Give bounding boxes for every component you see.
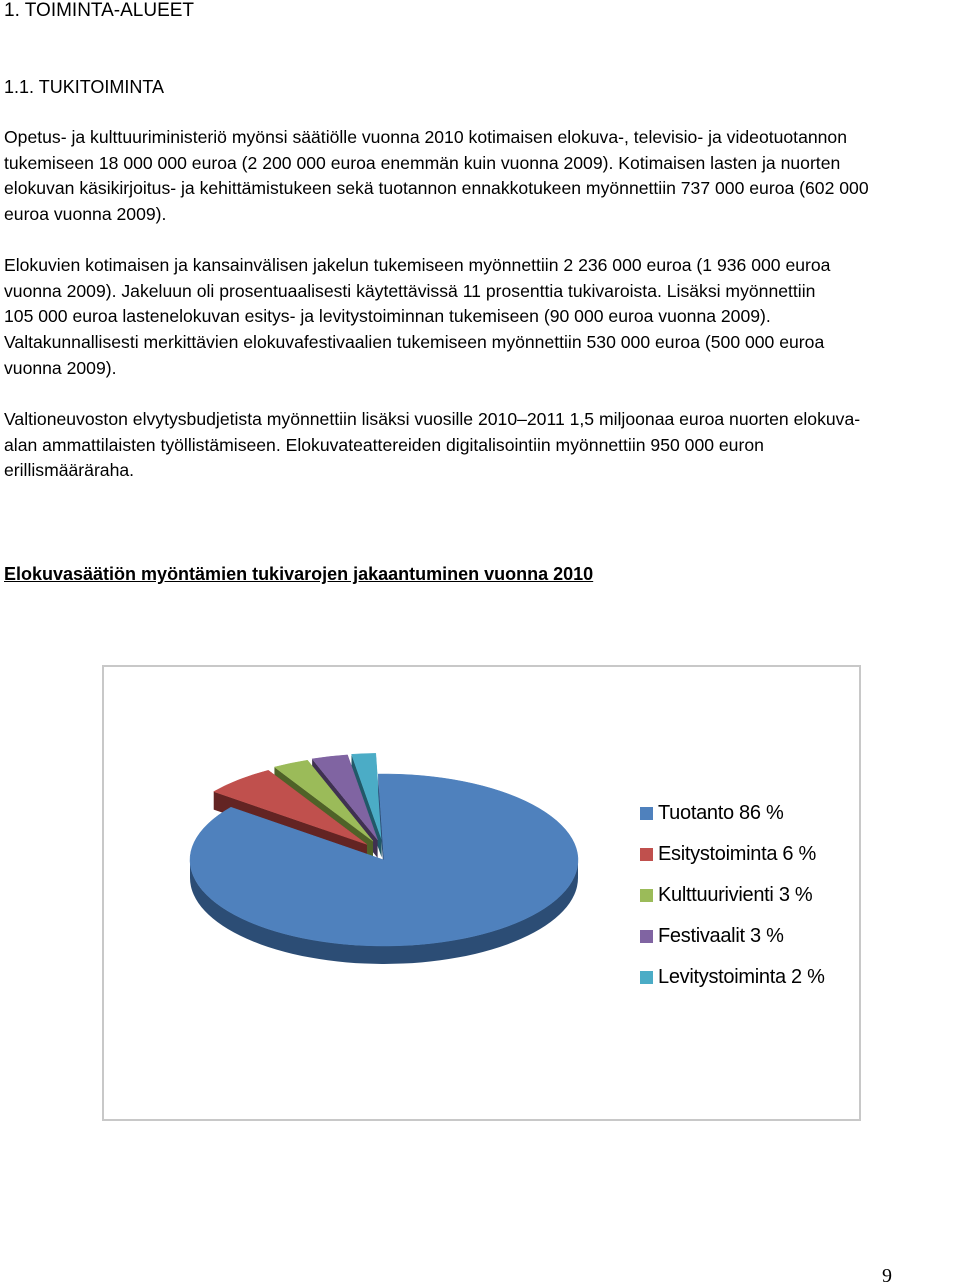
legend-label: Tuotanto 86 % <box>658 802 784 824</box>
legend-swatch <box>640 889 653 902</box>
pie-chart <box>102 665 861 1121</box>
section-heading: 1. TOIMINTA-ALUEET <box>4 0 195 21</box>
paragraph-line: Opetus- ja kulttuuriministeriö myönsi säätiölle vuonna 2010 kotimaisen elokuva-, televisio- ja videotuotannon <box>4 127 847 147</box>
legend-label: Festivaalit 3 % <box>658 925 784 947</box>
paragraph-line: Elokuvien kotimaisen ja kansainvälisen jakelun tukemiseen myönnettiin 2 236 000 euroa (1 936 000 euroa <box>4 255 831 275</box>
paragraph-line: 105 000 euroa lastenelokuvan esitys- ja levitystoiminnan tukemiseen (90 000 euroa vuonna 2009). <box>4 306 771 327</box>
subsection-heading: 1.1. TUKITOIMINTA <box>4 77 165 97</box>
paragraph-line: Valtioneuvoston elvytysbudjetista myönnettiin lisäksi vuosille 2010–2011 1,5 miljoonaa euroa nuorten elokuva- <box>4 409 861 429</box>
chart-title: Elokuvasäätiön myöntämien tukivarojen jakaantuminen vuonna 2010 <box>4 564 594 584</box>
pie-slices <box>190 753 578 964</box>
paragraph-line: Valtakunnallisesti merkittävien elokuvafestivaalien tukemiseen myönnettiin 530 000 euroa (500 000 euroa <box>4 332 825 353</box>
paragraph-2 <box>4 253 830 382</box>
legend-swatch <box>640 807 653 820</box>
paragraph-line: tukemiseen 18 000 000 euroa (2 200 000 euroa enemmän kuin vuonna 2009). Kotimaisen lasten ja nuorten <box>4 152 841 173</box>
paragraph-line: vuonna 2009). Jakeluun oli prosentuaalisesti käytettävissä 11 prosenttia tukivaroista. Lisäksi myönnettiin <box>4 280 816 301</box>
legend-label: Levitystoiminta 2 % <box>658 966 825 988</box>
legend-swatch <box>640 930 653 943</box>
page-number: 9 <box>882 1265 892 1287</box>
legend-label: Esitystoiminta 6 % <box>658 843 816 865</box>
paragraph-line: alan ammattilaisten työllistämiseen. Elokuvateattereiden digitalisointiin myönnettiin 950 000 euron <box>4 434 764 455</box>
paragraph-line: vuonna 2009). <box>4 357 117 378</box>
paragraph-line: erillismääräraha. <box>4 460 135 481</box>
paragraph-3 <box>4 407 860 484</box>
paragraph-line: euroa vuonna 2009). <box>4 204 167 225</box>
paragraph-line: elokuvan käsikirjoitus- ja kehittämistukeen sekä tuotannon ennakkotukeen myönnettiin 737 000 euroa (602 000 <box>4 178 869 199</box>
legend-swatch <box>640 848 653 861</box>
legend-label: Kulttuurivienti 3 % <box>658 884 813 906</box>
paragraph-1 <box>4 125 869 228</box>
legend-swatch <box>640 971 653 984</box>
